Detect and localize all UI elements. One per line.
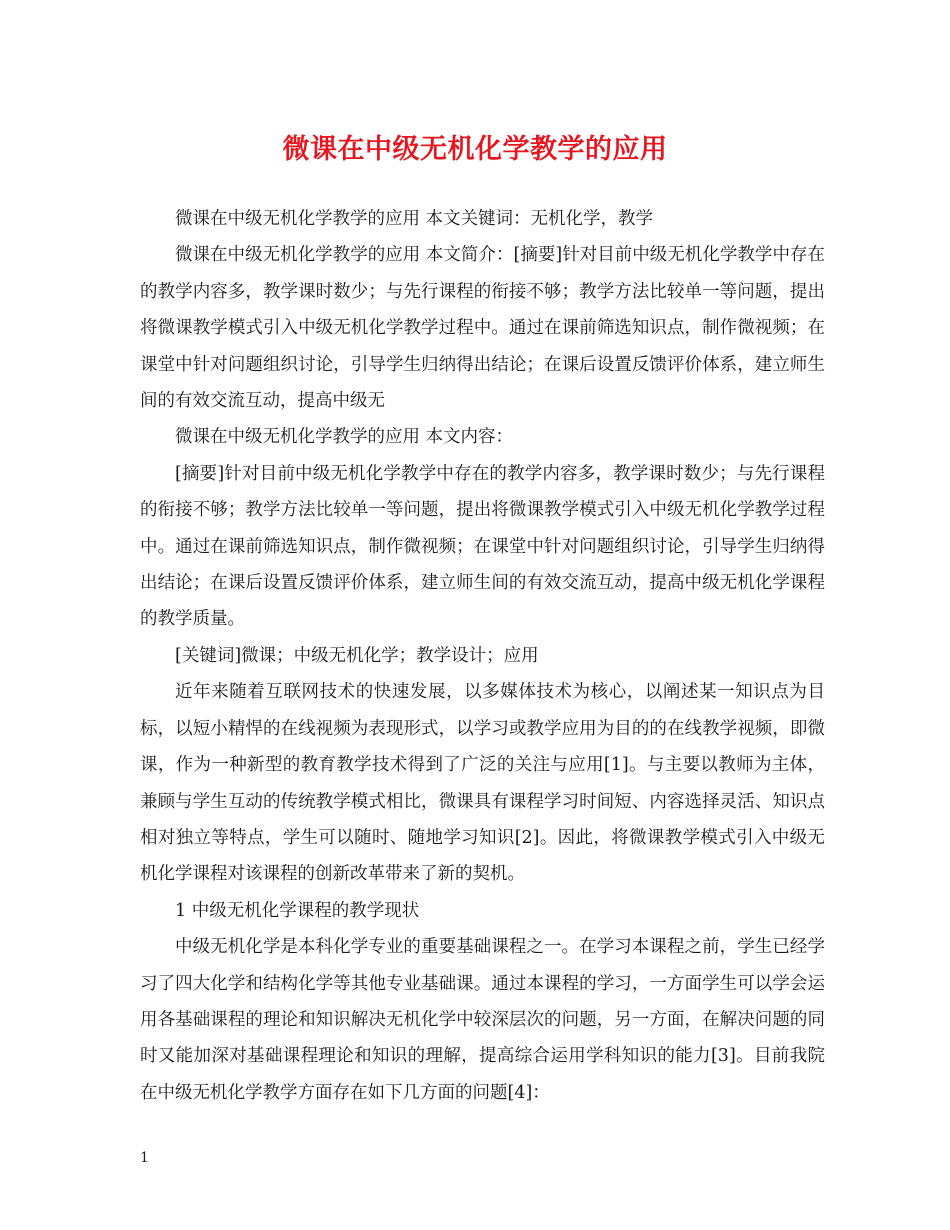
keyword-list-paragraph: [关键词]微课；中级无机化学；教学设计；应用 [175, 645, 539, 666]
document-body [140, 201, 825, 1111]
keywords-paragraph: 微课在中级无机化学教学的应用 本文关键词：无机化学，教学 [175, 209, 654, 229]
intro-paragraph: 近年来随着互联网技术的快速发展，以多媒体技术为核心，以阐述某一知识点为目标，以短小精悍的在线视频为表现形式，以学习或教学应用为目的的在线教学视频，即微课，作为一种新型的教育教学技术得到了广泛的关注与应用[1]。与主要以教师为主体，兼顾与学生互动的传统教学模式相比，微课具有课程学习时间短、内容选择灵活、知识点相对独立等特点，学生可以随时、随地学习知识[2]。因此，将微课教学模式引入中级无机化学课程对该课程的创新改革带来了新的契机。 [140, 682, 825, 885]
summary-paragraph: 微课在中级无机化学教学的应用 本文简介：[摘要]针对目前中级无机化学教学中存在的教学内容多，教学课时数少；与先行课程的衔接不够；教学方法比较单一等问题，提出将微课教学模式引入中级无机化学教学过程中。通过在课前筛选知识点，制作微视频；在课堂中针对问题组织讨论，引导学生归纳得出结论；在课后设置反馈评价体系，建立师生间的有效交流互动，提高中级无 [140, 245, 825, 412]
section-heading: 1 中级无机化学课程的教学现状 [175, 900, 420, 921]
abstract-paragraph: [摘要]针对目前中级无机化学教学中存在的教学内容多，教学课时数少；与先行课程的衔接不够；教学方法比较单一等问题，提出将微课教学模式引入中级无机化学教学过程中。通过在课前筛选知识点，制作微视频；在课堂中针对问题组织讨论，引导学生归纳得出结论；在课后设置反馈评价体系，建立师生间的有效交流互动，提高中级无机化学课程的教学质量。 [140, 463, 825, 630]
page-number: 1 [140, 1150, 149, 1166]
content-heading-paragraph: 微课在中级无机化学教学的应用 本文内容： [175, 427, 514, 448]
section-paragraph: 中级无机化学是本科化学专业的重要基础课程之一。在学习本课程之前，学生已经学习了四大化学和结构化学等其他专业基础课。通过本课程的学习，一方面学生可以学会运用各基础课程的理论和知识解决无机化学中较深层次的问题，另一方面，在解决问题的同时又能加深对基础课程理论和知识的理解，提高综合运用学科知识的能力[3]。目前我院在中级无机化学教学方面存在如下几方面的问题[4]： [140, 937, 825, 1103]
document-title: 微课在中级无机化学教学的应用 [282, 134, 668, 165]
